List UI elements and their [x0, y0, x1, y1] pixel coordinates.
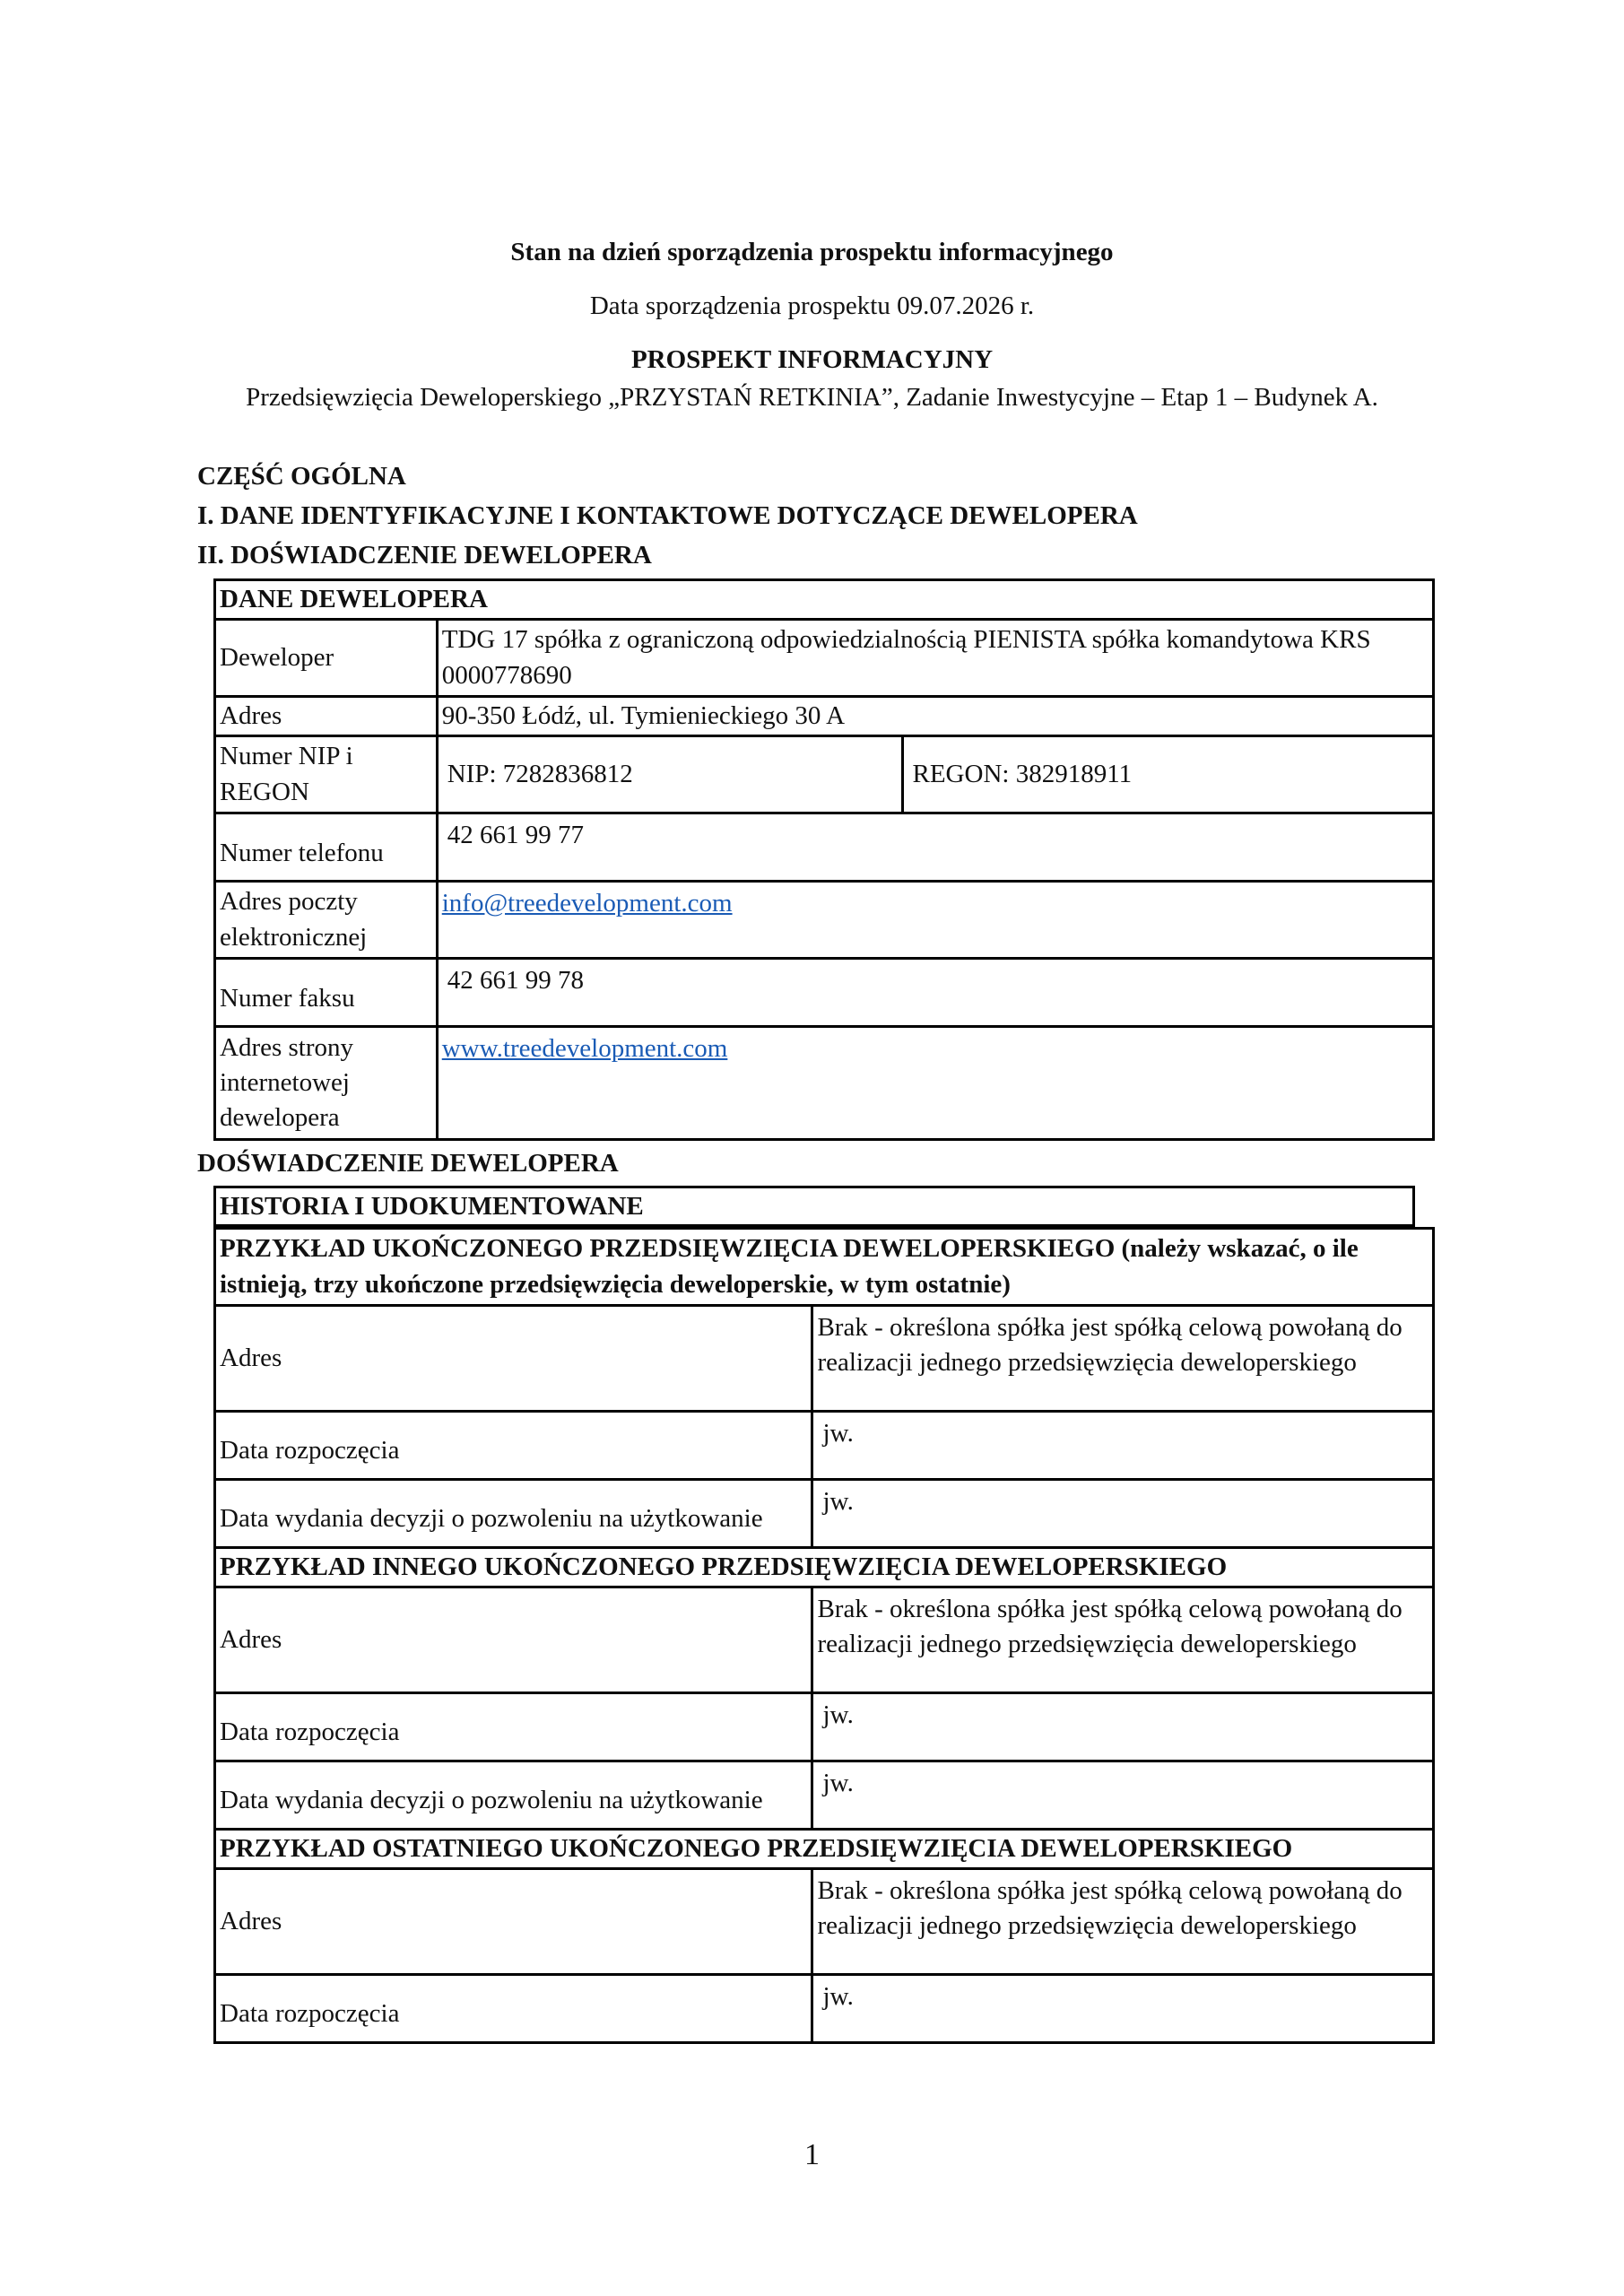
developer-label: Deweloper — [215, 620, 438, 697]
section-general: CZĘŚĆ OGÓLNA — [197, 462, 406, 491]
example1-permit-label: Data wydania decyzji o pozwoleniu na użytkowanie — [215, 1480, 812, 1548]
example2-address-value: Brak - określona spółka jest spółką celową powołaną do realizacji jednego przedsięwzięcia deweloperskiego — [812, 1587, 1434, 1693]
example1-start-label: Data rozpoczęcia — [215, 1412, 812, 1480]
document-subtitle: Przedsięwzięcia Deweloperskiego „PRZYSTAŃ RETKINIA”, Zadanie Inwestycyjne – Etap 1 – Budynek A. — [246, 383, 1378, 412]
example1-heading: PRZYKŁAD UKOŃCZONEGO PRZEDSIĘWZIĘCIA DEWELOPERSKIEGO (należy wskazać, o ile istnieją, trzy ukończone przedsięwzięcia deweloperskie, w tym ostatnie) — [215, 1229, 1434, 1306]
example1-address-value: Brak - określona spółka jest spółką celową powołaną do realizacji jednego przedsięwzięcia deweloperskiego — [812, 1306, 1434, 1412]
email-link[interactable]: info@treedevelopment.com — [441, 889, 733, 918]
nip-value: NIP: 7282836812 — [437, 736, 902, 813]
email-cell — [437, 882, 1433, 959]
developer-value: TDG 17 spółka z ograniczoną odpowiedzialnością PIENISTA spółka komandytowa KRS 0000778690 — [437, 620, 1433, 697]
fax-value: 42 661 99 78 — [437, 959, 1433, 1027]
phone-value: 42 661 99 77 — [437, 813, 1433, 882]
example2-start-label: Data rozpoczęcia — [215, 1693, 812, 1761]
date-line: Data sporządzenia prospektu 09.07.2026 r. — [589, 291, 1035, 320]
section-experience: II. DOŚWIADCZENIE DEWELOPERA — [197, 541, 652, 570]
page-number: 1 — [804, 2138, 820, 2171]
experience-table — [213, 1227, 1435, 2044]
example2-address-label: Adres — [215, 1587, 812, 1693]
website-link[interactable]: www.treedevelopment.com — [441, 1034, 728, 1063]
example1-start-value: jw. — [812, 1412, 1434, 1480]
example1-permit-value: jw. — [812, 1480, 1434, 1548]
website-cell — [437, 1027, 1433, 1140]
example3-address-value: Brak - określona spółka jest spółką celową powołaną do realizacji jednego przedsięwzięcia deweloperskiego — [812, 1869, 1434, 1975]
example3-start-label: Data rozpoczęcia — [215, 1975, 812, 2043]
address-value: 90-350 Łódź, ul. Tymienieckiego 30 A — [437, 697, 1433, 736]
example3-address-label: Adres — [215, 1869, 812, 1975]
developer-data-table — [213, 578, 1435, 1141]
history-box: HISTORIA I UDOKUMENTOWANE — [213, 1186, 1415, 1227]
example2-permit-label: Data wydania decyzji o pozwoleniu na użytkowanie — [215, 1761, 812, 1830]
website-label: Adres strony internetowej dewelopera — [215, 1027, 438, 1140]
example2-start-value: jw. — [812, 1693, 1434, 1761]
document-title: PROSPEKT INFORMACYJNY — [630, 345, 994, 374]
section-identification: I. DANE IDENTYFIKACYJNE I KONTAKTOWE DOTYCZĄCE DEWELOPERA — [197, 501, 1138, 530]
phone-label: Numer telefonu — [215, 813, 438, 882]
email-label: Adres poczty elektronicznej — [215, 882, 438, 959]
nip-regon-label: Numer NIP i REGON — [215, 736, 438, 813]
fax-label: Numer faksu — [215, 959, 438, 1027]
experience-heading: DOŚWIADCZENIE DEWELOPERA — [197, 1149, 619, 1178]
address-label: Adres — [215, 697, 438, 736]
developer-table-heading: DANE DEWELOPERA — [215, 580, 1434, 620]
regon-value: REGON: 382918911 — [902, 736, 1434, 813]
example2-heading: PRZYKŁAD INNEGO UKOŃCZONEGO PRZEDSIĘWZIĘCIA DEWELOPERSKIEGO — [215, 1548, 1434, 1587]
example1-address-label: Adres — [215, 1306, 812, 1412]
status-line: Stan na dzień sporządzenia prospektu informacyjnego — [510, 238, 1114, 266]
example3-heading: PRZYKŁAD OSTATNIEGO UKOŃCZONEGO PRZEDSIĘWZIĘCIA DEWELOPERSKIEGO — [215, 1830, 1434, 1869]
example3-start-value: jw. — [812, 1975, 1434, 2043]
example2-permit-value: jw. — [812, 1761, 1434, 1830]
